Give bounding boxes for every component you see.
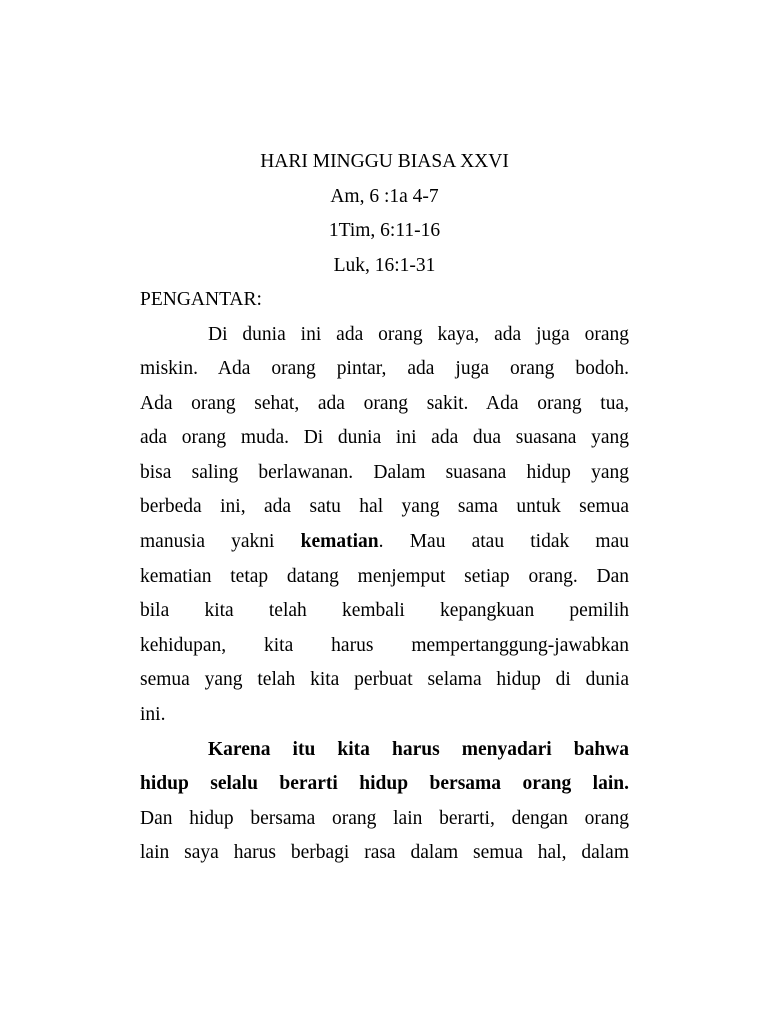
reading-reference-amos: Am, 6 :1a 4-7	[330, 185, 439, 207]
section-heading: PENGANTAR:	[140, 289, 262, 310]
paragraph-line: Di dunia ini ada orang kaya, ada juga orang	[208, 323, 629, 345]
paragraph-intro	[140, 318, 629, 733]
text-run: . Mau atau tidak mau	[378, 531, 629, 553]
paragraph-line: lain saya harus berbagi rasa dalam semua hal, dalam	[140, 842, 629, 864]
emphasized-line: hidup selalu berarti hidup bersama orang lain.	[140, 773, 629, 795]
emphasized-line: Karena itu kita harus menyadari bahwa	[208, 738, 629, 760]
document-title: HARI MINGGU BIASA XXVI	[260, 151, 509, 172]
paragraph-line: Ada orang sehat, ada orang sakit. Ada orang tua,	[140, 392, 629, 414]
paragraph-line: miskin. Ada orang pintar, ada juga orang bodoh.	[140, 358, 629, 380]
reading-reference-timothy: 1Tim, 6:11-16	[328, 220, 441, 241]
paragraph-line: semua yang telah kita perbuat selama hidup di dunia	[140, 669, 629, 691]
document-page	[140, 145, 629, 871]
paragraph-line: kehidupan, kita harus mempertanggung-jawabkan	[140, 634, 629, 656]
reading-reference-luke: Luk, 16:1-31	[333, 254, 436, 276]
paragraph-line: kematian tetap datang menjemput setiap orang. Dan	[140, 565, 629, 587]
paragraph-line: bila kita telah kembali kepangkuan pemilih	[140, 600, 629, 622]
paragraph-line: Dan hidup bersama orang lain berarti, dengan orang	[140, 807, 629, 829]
paragraph-line: bisa saling berlawanan. Dalam suasana hidup yang	[140, 461, 629, 483]
paragraph-line: berbeda ini, ada satu hal yang sama untuk semua	[140, 496, 629, 518]
paragraph-reflection	[140, 733, 629, 871]
paragraph-line: ada orang muda. Di dunia ini ada dua suasana yang	[140, 427, 629, 449]
paragraph-line	[140, 525, 629, 560]
text-run: manusia yakni	[140, 531, 301, 553]
paragraph-line: ini.	[140, 704, 166, 726]
emphasized-word: kematian	[300, 531, 379, 553]
